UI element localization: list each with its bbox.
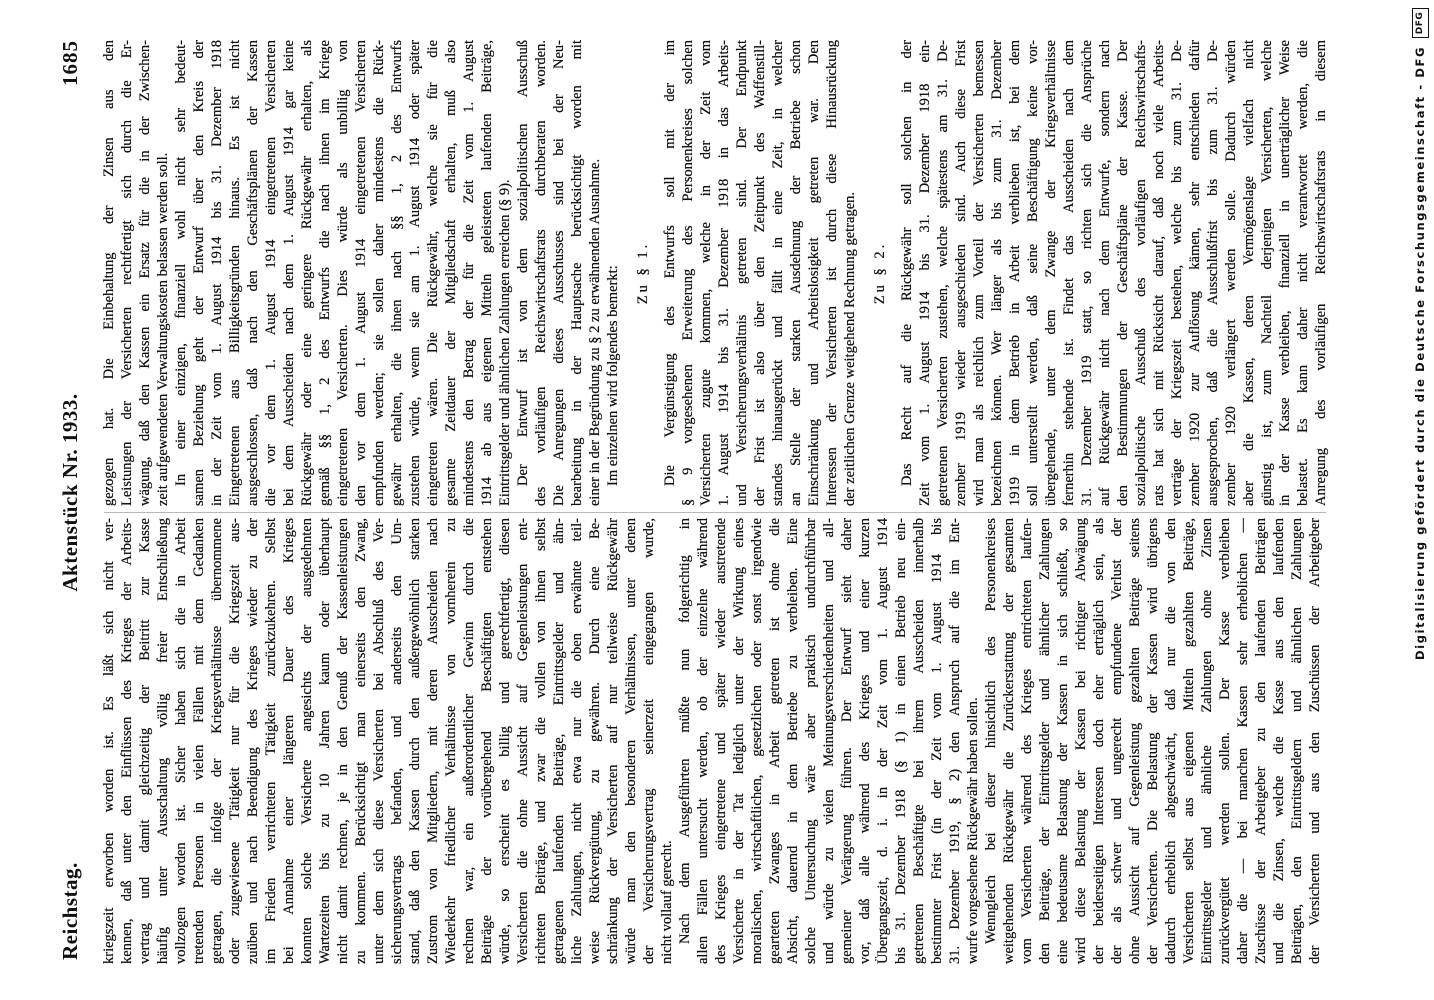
text-line: 31. Dezember 1919 statt, so richten sich die Ansprüche <box>1079 40 1095 506</box>
page-number: 1685 <box>58 40 82 86</box>
text-line: Beiträgen, den Eintrittsgeldern und ähnlichen Zahlungen <box>1289 518 1305 964</box>
text-line: nicht vollauf gerecht. <box>659 840 675 964</box>
text-column-right <box>100 40 1330 506</box>
text-line: weise Rückvergütung, zu gewähren. Durch eine Be- <box>587 518 603 964</box>
text-line: würde, so erscheint es billig und gerechtfertigt, diesen <box>497 518 513 964</box>
text-line: richteten Beiträge, und zwar die vollen von ihnen selbst <box>533 518 549 964</box>
running-head-title: Aktenstück Nr. 1933. <box>58 393 82 592</box>
text-line: an Stelle der starken Ausdehnung der Betriebe schon <box>788 40 804 506</box>
text-line: kennen, daß unter den Einflüssen des Krieges der Arbeits- <box>119 518 135 964</box>
text-line: stand, daß den Kassen durch den außergewöhnlich starken <box>407 518 423 964</box>
text-line: sozialpolitische Ausschuß des vorläufigen Reichswirtschafts- <box>1133 40 1149 506</box>
paragraph <box>604 40 622 506</box>
paragraph <box>982 518 1324 964</box>
text-line: getragenen laufenden Beiträge, Eintrittsgelder und ähn- <box>551 518 567 964</box>
text-line: den Bestimmungen der Geschäftspläne der Kasse. Der <box>1115 40 1131 506</box>
paragraph <box>100 518 676 964</box>
text-line: auf Rückgewähr nicht nach dem Entwurfe, sondern nach <box>1097 40 1113 506</box>
text-line: tretenden Personen in vielen Fällen mit dem Gedanken <box>191 518 207 964</box>
text-line: der beiderseitigen Interessen doch eher erträglich sein, als <box>1091 518 1107 964</box>
text-line: 1. August 1914 bis 31. Dezember 1918 in das Arbeits- <box>716 40 732 506</box>
paragraph <box>661 40 859 506</box>
text-line: eingetretenen Versicherten. Dies würde als unbillig von <box>335 40 351 506</box>
text-line: gewähr erhalten, die ihnen nach §§ 1, 2 des Entwurfs <box>389 40 405 506</box>
text-line: gemeiner Verärgerung führen. Der Entwurf sieht daher <box>839 518 855 964</box>
text-line: der als schwer und ungerecht empfundene Verlust der <box>1109 518 1125 964</box>
text-line: Zustrom von Mitgliedern, mit deren Ausscheiden nach <box>425 518 441 964</box>
text-line: Interessen der Versicherten ist durch diese Hinausrückung <box>824 40 840 506</box>
text-line: wurfe vorgesehene Rückgewähr haben sollen. <box>965 697 981 964</box>
text-line: 1914 ab aus eigenen Mitteln geleisteten laufenden Beiträge, <box>479 40 495 506</box>
text-line: der Versicherten und aus den Zuschüssen der Arbeitgeber <box>1307 518 1323 964</box>
text-line: Eintrittsgelder und ähnlichen Zahlungen erreichen (§ 9). <box>497 179 513 506</box>
text-line: daher die — bei manchen Kassen sehr erheblichen — <box>1235 518 1251 964</box>
text-line: bei dem Ausscheiden nach dem 1. August 1914 gar keine <box>281 40 297 506</box>
text-line: Wiederkehr friedlicher Verhältnisse von vornherein zu <box>443 518 459 964</box>
text-line: Versicherte in der Tat lediglich unter der Wirkung eines <box>731 518 747 964</box>
dfg-logo <box>1412 8 1429 38</box>
text-line: dadurch erheblich abgeschwächt, daß nur die von den <box>1163 518 1179 964</box>
text-line: bearbeitung in der Hauptsache berücksichtigt worden mit <box>569 40 585 506</box>
text-line: fernerhin stehende ist. Findet das Ausscheiden nach dem <box>1061 40 1077 506</box>
text-line: ausgesprochen, daß die Ausschlußfrist bis zum 31. De- <box>1205 40 1221 506</box>
text-line: empfunden werden; sie sollen daher mindestens die Rück- <box>371 40 387 506</box>
text-line: Wartezeiten bis zu 10 Jahren kaum oder überhaupt <box>317 518 333 964</box>
text-line: gesamte Zeitdauer der Mitgliedschaft erhalten, muß also <box>443 40 459 506</box>
paragraph <box>514 40 604 506</box>
text-line: gezogen hat. Die Einbehaltung der Zinsen aus den <box>101 40 117 506</box>
text-line: rats hat sich mit Rücksicht darauf, daß noch viele Arbeits- <box>1151 40 1167 506</box>
text-line: Versicherten die ohne Aussicht auf Gegenleistungen ent- <box>515 518 531 964</box>
text-line: allen Fällen untersucht werden, ob der einzelne während <box>695 518 711 964</box>
funding-credit-text: Digitalisierung gefördert durch die Deutsche Forschungsgemeinschaft - DFG <box>1413 46 1427 660</box>
text-line: Wenngleich bei dieser hinsichtlich des Personenkreises <box>983 518 999 944</box>
text-line: oder zugewiesene Tätigkeit nur für die Kriegszeit aus- <box>227 518 243 964</box>
text-line: Rückgewähr oder eine geringere Rückgewähr erhalten, als <box>299 40 315 506</box>
text-line: und würde zu vielen Meinungsverschiedenheiten und all- <box>821 518 837 964</box>
text-line: übergehende, unter dem Zwange der Kriegsverhältnisse <box>1043 40 1059 506</box>
text-line: zember 1919 wieder ausgeschieden sind. Auch diese Frist <box>953 40 969 506</box>
text-line: konnten solche Versicherte angesichts der ausgedehnten <box>299 518 315 964</box>
text-line: und Versicherungsverhältnis getreten sind. Der Endpunkt <box>734 40 750 506</box>
text-line: einer in der Begründung zu § 2 zu erwähnenden Ausnahme. <box>587 158 603 506</box>
text-line: der Frist ist also über den Zeitpunkt des Waffenstill- <box>752 40 768 506</box>
text-line: Versicherten selbst aus eigenen Mitteln gezahlten Beiträge, <box>1181 518 1197 964</box>
text-line: 1919 in dem Betrieb in Arbeit verblieben ist, bei dem <box>1007 40 1023 506</box>
paragraph <box>898 40 1330 506</box>
text-line: zember 1920 verlängert werden solle. Dadurch würden <box>1223 40 1239 506</box>
text-line: verträge der Kriegszeit bestehen, welche bis zum 31. De- <box>1169 40 1185 506</box>
text-line: zurückvergütet werden sollen. Der Kasse verbleiben <box>1217 518 1233 964</box>
text-line: Eingetretenen aus Billigkeitsgründen hinaus. Es ist nicht <box>227 40 243 506</box>
text-line: gearteten Zwanges in Arbeit getreten ist ohne die <box>767 518 783 964</box>
text-line: moralischen, wirtschaftlichen, gesetzlichen oder sonst irgendwie <box>749 518 765 964</box>
text-line: ausgeschlossen, daß nach den Geschäftsplänen der Kassen <box>245 40 261 506</box>
text-line: zu kommen. Berücksichtigt man einerseits den Zwang, <box>353 518 369 964</box>
text-line: zustehen würde, wenn sie am 1. August 1914 oder später <box>407 40 423 506</box>
paragraph <box>172 40 514 506</box>
funding-credit-strip <box>1408 0 1432 1000</box>
text-line: Zeit vom 1. August 1914 bis 31. Dezember 1918 ein- <box>917 40 933 506</box>
text-line: in der Kasse verbleiben, finanziell in unerträglicher Weise <box>1277 40 1293 506</box>
text-line: standes hinausgerückt und fällt in eine Zeit, in welcher <box>770 40 786 506</box>
text-line: Im einzelnen wird folgendes bemerkt: <box>605 265 621 486</box>
text-line: Anregung des vorläufigen Reichswirtschaftsrats in diesem <box>1313 40 1329 506</box>
text-line: wird diese Belastung der Kassen bei richtiger Abwägung <box>1073 518 1089 964</box>
text-line: Eintrittsgelder und ähnliche Zahlungen ohne Zinsen <box>1199 518 1215 964</box>
text-line: eingetreten wären. Die Rückgewähr, welche sie für die <box>425 40 441 506</box>
text-line: den vor dem 1. August 1914 eingetretenen Versicherten <box>353 40 369 506</box>
text-line: Einschränkung und Arbeitslosigkeit getreten war. Den <box>806 40 822 506</box>
text-line: die vor dem 1. August 1914 eingetretenen Versicherten <box>263 40 279 506</box>
text-line: solche Untersuchung wäre aber praktisch undurchführbar <box>803 518 819 964</box>
dfg-logo-text: DFG <box>1415 11 1425 35</box>
text-line: der Versicherungsvertrag seinerzeit eingegangen wurde, <box>641 518 657 964</box>
text-line: schränkung der Versicherten auf nur teilweise Rückgewähr <box>605 518 621 964</box>
text-line: rechnen war, ein außerordentlicher Gewinn durch die <box>461 518 477 964</box>
text-line: häufig unter Ausschaltung völlig freier Entschließung <box>155 518 171 964</box>
section-heading: Zu § 1. <box>635 241 651 305</box>
text-line: bestimmter Frist (in der Zeit vom 1. August 1914 bis <box>929 518 945 964</box>
text-line: Beiträge der vorübergehend Beschäftigten entstehen <box>479 518 495 964</box>
text-line: mindestens den Betrag der für die Zeit vom 1. August <box>461 40 477 506</box>
running-head-left: Reichstag. <box>58 862 82 960</box>
text-line: des Krieges eingetretene und später wieder austretende <box>713 518 729 964</box>
text-line: vollzogen worden ist. Sicher haben sich die in Arbeit <box>173 518 189 964</box>
text-line: Übergangszeit, d. i. in der Zeit vom 1. August 1914 <box>875 518 891 964</box>
text-line: getretenen Beschäftigte bei ihrem Ausscheiden innerhalb <box>911 518 927 964</box>
text-line: zuüben und nach Beendigung des Krieges wieder zu der <box>245 518 261 964</box>
text-line: Versicherten zugute kommen, welche in der Zeit vom <box>698 40 714 506</box>
paragraph <box>100 40 172 506</box>
text-line: Zuschüsse der Arbeitgeber zu den laufenden Beiträgen <box>1253 518 1269 964</box>
text-line: samen Beziehung geht der Entwurf über den Kreis der <box>191 40 207 506</box>
text-line: vor, daß alle während des Krieges und einer kurzen <box>857 518 873 964</box>
text-line: § 9 vorgesehenen Erweiterung des Personenkreises solchen <box>680 40 696 506</box>
text-line: Nach dem Ausgeführten müßte nun folgerichtig in <box>677 518 693 944</box>
section-heading: Zu § 2. <box>872 241 888 305</box>
text-line: würde man den besonderen Verhältnissen, unter denen <box>623 518 639 964</box>
text-line: Die Anregungen dieses Ausschusses sind bei der Neu- <box>551 40 567 506</box>
text-line: nicht damit rechnen, je in den Genuß der Kassenleistungen <box>335 518 351 964</box>
text-line: zeit aufgewendeten Verwaltungskosten belassen werden soll. <box>155 152 171 506</box>
text-line: Der Entwurf ist von dem sozialpolitischen Ausschuß <box>515 40 531 486</box>
text-line: bis 31. Dezember 1918 (§ 1) in einen Betrieb neu ein- <box>893 518 909 964</box>
text-column-left <box>100 518 1324 964</box>
text-line: und die Zinsen, welche die Kasse aus den laufenden <box>1271 518 1287 964</box>
text-line: vom Versicherten während des Krieges entrichteten laufen- <box>1019 518 1035 964</box>
text-line: eine bedeutsame Belastung der Kassen in sich schließt, so <box>1055 518 1071 964</box>
text-line: gemäß §§ 1, 2 des Entwurfs die nach ihnen im Kriege <box>317 40 333 506</box>
text-line: getragen, die infolge der Kriegsverhältnisse übernommene <box>209 518 225 964</box>
text-line: In einer einzigen, finanziell wohl nicht sehr bedeut- <box>173 40 189 486</box>
text-line: sicherungsvertrags befanden, und anderseits den Um- <box>389 518 405 964</box>
text-line: vertrag und damit gleichzeitig der Beitritt zur Kasse <box>137 518 153 964</box>
text-line: belastet. Es kann daher nicht verantwortet werden, die <box>1295 40 1311 506</box>
text-line: Absicht, dauernd in dem Betriebe zu verbleiben. Eine <box>785 518 801 964</box>
text-line: soll unterstellt werden, daß seine Beschäftigung keine vor- <box>1025 40 1041 506</box>
text-line: der Versicherten. Die Belastung der Kassen wird übrigens <box>1145 518 1161 964</box>
text-line: im Frieden verrichteten Tätigkeit zurückzukehren. Selbst <box>263 518 279 964</box>
text-line: des vorläufigen Reichswirtschaftsrats durchberaten worden. <box>533 40 549 506</box>
text-line: liche Zahlungen, nicht etwa nur die oben erwähnte teil- <box>569 518 585 964</box>
text-line: ohne Aussicht auf Gegenleistung gezahlten Beiträge seitens <box>1127 518 1143 964</box>
text-line: zember 1920 zur Auflösung kämen, sehr entschieden dafür <box>1187 40 1203 506</box>
text-line: unter dem sich diese Versicherten bei Abschluß des Ver- <box>371 518 387 964</box>
text-line: aber die Kassen, deren Vermögenslage vielfach nicht <box>1241 40 1257 506</box>
column-rule <box>104 512 1326 513</box>
text-line: wird man als reichlich zum Vorteil der Versicherten bemessen <box>971 40 987 506</box>
paragraph <box>676 518 982 964</box>
text-line: getretenen Versicherten zustehen, welche spätestens am 31. De- <box>935 40 951 506</box>
text-line: der zeitlichen Grenze weitgehend Rechnung getragen. <box>842 191 858 506</box>
text-line: bezeichnen können. Wer länger als bis zum 31. Dezember <box>989 40 1005 506</box>
text-line: wägung, daß den Kassen ein Ersatz für die in der Zwischen- <box>137 40 153 506</box>
text-line: günstig ist, zum Nachteil derjenigen Versicherten, welche <box>1259 40 1275 506</box>
text-line: den Beiträge, der Eintrittsgelder und ähnlicher Zahlungen <box>1037 518 1053 964</box>
text-line: Das Recht auf die Rückgewähr soll solchen in der <box>899 40 915 486</box>
text-line: bei Annahme einer längeren Dauer des Krieges <box>281 518 297 964</box>
text-line: in der Zeit vom 1. August 1914 bis 31. Dezember 1918 <box>209 40 225 506</box>
text-line: Leistungen der Versicherten rechtfertigt sich durch die Er- <box>119 40 135 506</box>
text-line: weitgehenden Rückgewähr die Zurückerstattung der gesamten <box>1001 518 1017 964</box>
text-line: Die Vergünstigung des Entwurfs soll mit der im <box>662 40 678 486</box>
text-line: kriegszeit erworben worden ist. Es läßt sich nicht ver- <box>101 518 117 964</box>
text-line: 31. Dezember 1919, § 2) den Anspruch auf die im Ent- <box>947 518 963 964</box>
